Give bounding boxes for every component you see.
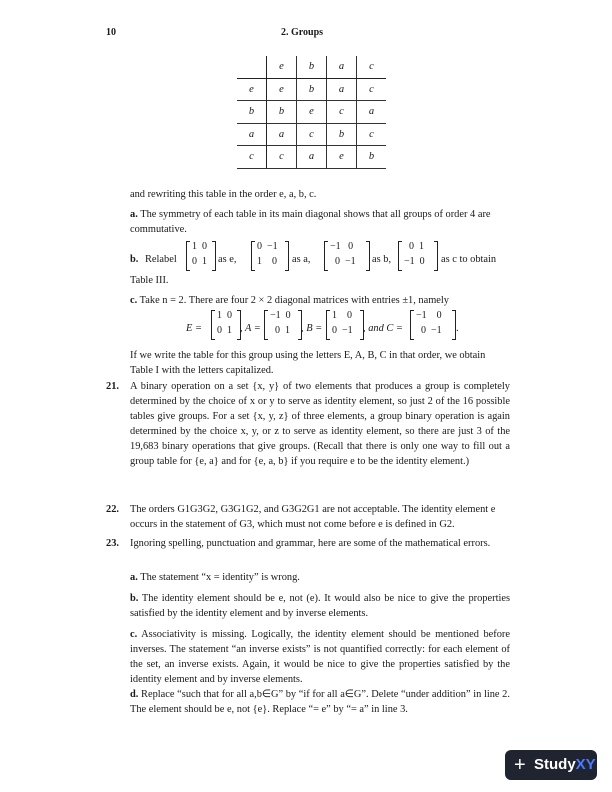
- problem-23-number: 23.: [106, 538, 119, 549]
- bracket-serif: [237, 339, 240, 340]
- subpart-b-text: The identity element should be e, not (e). It would also be nice to give the properties satisfied by the identity element and by inverse elements.: [130, 593, 510, 619]
- table-cell: a: [267, 123, 297, 146]
- bracket-serif: [399, 270, 402, 271]
- bracket-serif: [452, 339, 455, 340]
- label-B-text: , B =: [301, 323, 323, 334]
- matrix-A-row1: −1 0: [270, 310, 291, 321]
- matrix-b1: [186, 241, 216, 271]
- matrix-C: [410, 310, 456, 340]
- matrix-b3: [324, 241, 370, 271]
- part-b-relabel: Relabel: [145, 254, 177, 265]
- subpart-b-label: b.: [130, 593, 139, 604]
- part-b-label: b.: [130, 254, 139, 265]
- part-c: [130, 293, 510, 308]
- matrix-b2-row1: 0 −1: [257, 241, 278, 252]
- matrix-b4-row2: −1 0: [404, 256, 425, 267]
- problem-21-text: A binary operation on a set {x, y} of two elements that produces a group is completely determined by the choice of x or y to serve as identity element, so just 2 of the 16 possible tables give groups. For a set {x, y, z} of three elements, a group binary operation is again determined by the choice x, y, or z to serve as identity element, so there are just 3 of the 19,683 binary operations that give groups. (Recall that there is only one way to fill out a group table for {e, a} and for {e, a, b} if you require e to be the identity element.): [130, 381, 510, 467]
- page-number: 10: [106, 27, 116, 38]
- matrix-A: [264, 310, 302, 340]
- table-row-label: c: [237, 146, 267, 169]
- bracket-serif: [298, 310, 301, 311]
- bracket-serif: [325, 270, 328, 271]
- table-row: [237, 78, 386, 101]
- matrix-A-row2: 0 1: [270, 325, 290, 336]
- matrix-B-row1: 1 0: [332, 310, 352, 321]
- bracket-serif: [285, 270, 288, 271]
- subpart-a: [130, 570, 510, 585]
- table-row: [237, 123, 386, 146]
- label-E-text: E =: [186, 323, 202, 334]
- matrix-E-row2: 0 1: [217, 325, 232, 336]
- subpart-c-label: c.: [130, 629, 138, 640]
- bracket-serif: [187, 241, 190, 242]
- matrix-B-row2: 0 −1: [332, 325, 353, 336]
- logo-accent: XY: [575, 756, 596, 773]
- part-a-label: a.: [130, 209, 138, 220]
- part-b-as-a: as a,: [292, 254, 311, 265]
- table-cell: c: [357, 56, 387, 78]
- bracket-serif: [212, 310, 215, 311]
- bracket-serif: [411, 339, 414, 340]
- part-c-text: Take n = 2. There are four 2 × 2 diagonal matrices with entries ±1, namely: [139, 295, 449, 306]
- bracket-serif: [360, 310, 363, 311]
- matrix-E: [211, 310, 241, 340]
- problem-22-text: The orders G1G3G2, G3G1G2, and G3G2G1 are not acceptable. The identity element e occurs in the statement of G3, which must not come before e is defined in G2.: [130, 504, 496, 530]
- table-cell: c: [357, 78, 387, 101]
- table-cell: c: [357, 123, 387, 146]
- problem-23-text: Ignoring spelling, punctuation and grammar, here are some of the mathematical errors.: [130, 538, 491, 549]
- table-cell: a: [357, 101, 387, 124]
- running-head: 2. Groups: [281, 27, 324, 38]
- bracket-serif: [187, 270, 190, 271]
- table-row-label: a: [237, 123, 267, 146]
- studyxy-logo: [505, 750, 597, 780]
- table-cell: b: [267, 101, 297, 124]
- bracket-serif: [237, 310, 240, 311]
- table-cell: a: [327, 78, 357, 101]
- bracket-serif: [434, 241, 437, 242]
- bracket-serif: [212, 241, 215, 242]
- matrix-b3-row1: −1 0: [330, 241, 354, 252]
- table-cell: a: [297, 146, 327, 169]
- bracket-serif: [327, 310, 330, 311]
- rewrite-line: and rewriting this table in the order e, a, b, c.: [130, 189, 317, 200]
- table-cell: b: [357, 146, 387, 169]
- matrix-b4: [398, 241, 438, 271]
- part-b-as-b: as b,: [372, 254, 392, 265]
- subpart-b: [130, 591, 510, 621]
- label-A: [240, 321, 261, 336]
- matrix-b4-row1: 0 1: [404, 241, 424, 252]
- table-cell: e: [297, 101, 327, 124]
- bracket-serif: [212, 270, 215, 271]
- bracket-serif: [285, 241, 288, 242]
- table-cell: b: [297, 56, 327, 78]
- bracket-serif: [452, 310, 455, 311]
- bracket-serif: [366, 270, 369, 271]
- table-row-label: [237, 56, 267, 78]
- label-B: [301, 321, 322, 336]
- subpart-d-label: d.: [130, 689, 139, 700]
- part-a-text: The symmetry of each table in its main diagonal shows that all groups of order 4 are commutative.: [130, 209, 491, 235]
- matrix-B: [326, 310, 364, 340]
- part-c-label: c.: [130, 295, 138, 306]
- subpart-c-text: Associativity is missing. Logically, the identity element should be mentioned before inverses. The statement “an inverse exists” is not quantified correctly: for each element of the set, an inverse exists. Again, it would be nice to give the properties satisfied by the identity element and by inverse elements.: [130, 629, 511, 685]
- bracket-serif: [399, 241, 402, 242]
- bracket-serif: [366, 241, 369, 242]
- table-cell: e: [327, 146, 357, 169]
- part-b-as-c: as c to obtain: [441, 254, 497, 265]
- matrix-b2-row2: 1 0: [257, 256, 277, 267]
- bracket-serif: [434, 270, 437, 271]
- bracket-serif: [252, 241, 255, 242]
- bracket-serif: [360, 339, 363, 340]
- subpart-a-label: a.: [130, 572, 138, 583]
- logo-text: [534, 750, 596, 780]
- part-a: [130, 207, 510, 237]
- table-cell: b: [327, 123, 357, 146]
- matrix-period: .: [456, 323, 459, 334]
- table-row: [237, 101, 386, 124]
- table-cell: e: [267, 78, 297, 101]
- matrix-C-row1: −1 0: [416, 310, 442, 321]
- table-row: [237, 146, 386, 169]
- matrix-b1-row2: 0 1: [192, 256, 207, 267]
- label-A-text: , A =: [240, 323, 261, 334]
- part-c-after: If we write the table for this group using the letters E, A, B, C in that order, we obtain Table I with the letters capitalized.: [130, 350, 486, 376]
- table-cell: c: [267, 146, 297, 169]
- table-header-row: [237, 56, 386, 78]
- subpart-d-text: Replace “such that for all a,b∈G” by “if for all a∈G”. Delete “under addition” in line 2. The element should be e, not {e}. Replace “= e” by “= a” in line 3.: [130, 689, 510, 715]
- part-b-table3: Table III.: [130, 275, 169, 286]
- matrix-b1-row1: 1 0: [192, 241, 207, 252]
- table-cell: b: [297, 78, 327, 101]
- subpart-c: [130, 627, 510, 687]
- problem-21-number: 21.: [106, 381, 119, 392]
- bracket-serif: [298, 339, 301, 340]
- table-cell: c: [297, 123, 327, 146]
- label-C: [363, 321, 403, 336]
- bracket-serif: [265, 339, 268, 340]
- bracket-serif: [411, 310, 414, 311]
- group-table: [237, 56, 386, 169]
- matrix-E-row1: 1 0: [217, 310, 232, 321]
- matrix-b3-row2: 0 −1: [330, 256, 356, 267]
- table-row-label: e: [237, 78, 267, 101]
- label-C-text: , and C =: [363, 323, 403, 334]
- bracket-serif: [327, 339, 330, 340]
- matrix-C-row2: 0 −1: [416, 325, 442, 336]
- subpart-d: [130, 687, 510, 717]
- table-cell: a: [327, 56, 357, 78]
- bracket-serif: [325, 241, 328, 242]
- subpart-a-text: The statement “x = identity” is wrong.: [140, 572, 300, 583]
- bracket-serif: [265, 310, 268, 311]
- table-cell: c: [327, 101, 357, 124]
- table-row-label: b: [237, 101, 267, 124]
- part-b-as-e: as e,: [218, 254, 237, 265]
- logo-word: Study: [534, 756, 576, 773]
- problem-22-number: 22.: [106, 504, 119, 515]
- label-E: [186, 321, 202, 336]
- bracket-serif: [212, 339, 215, 340]
- table-cell: e: [267, 56, 297, 78]
- matrix-b2: [251, 241, 289, 271]
- bracket-serif: [252, 270, 255, 271]
- plus-icon: +: [514, 754, 526, 776]
